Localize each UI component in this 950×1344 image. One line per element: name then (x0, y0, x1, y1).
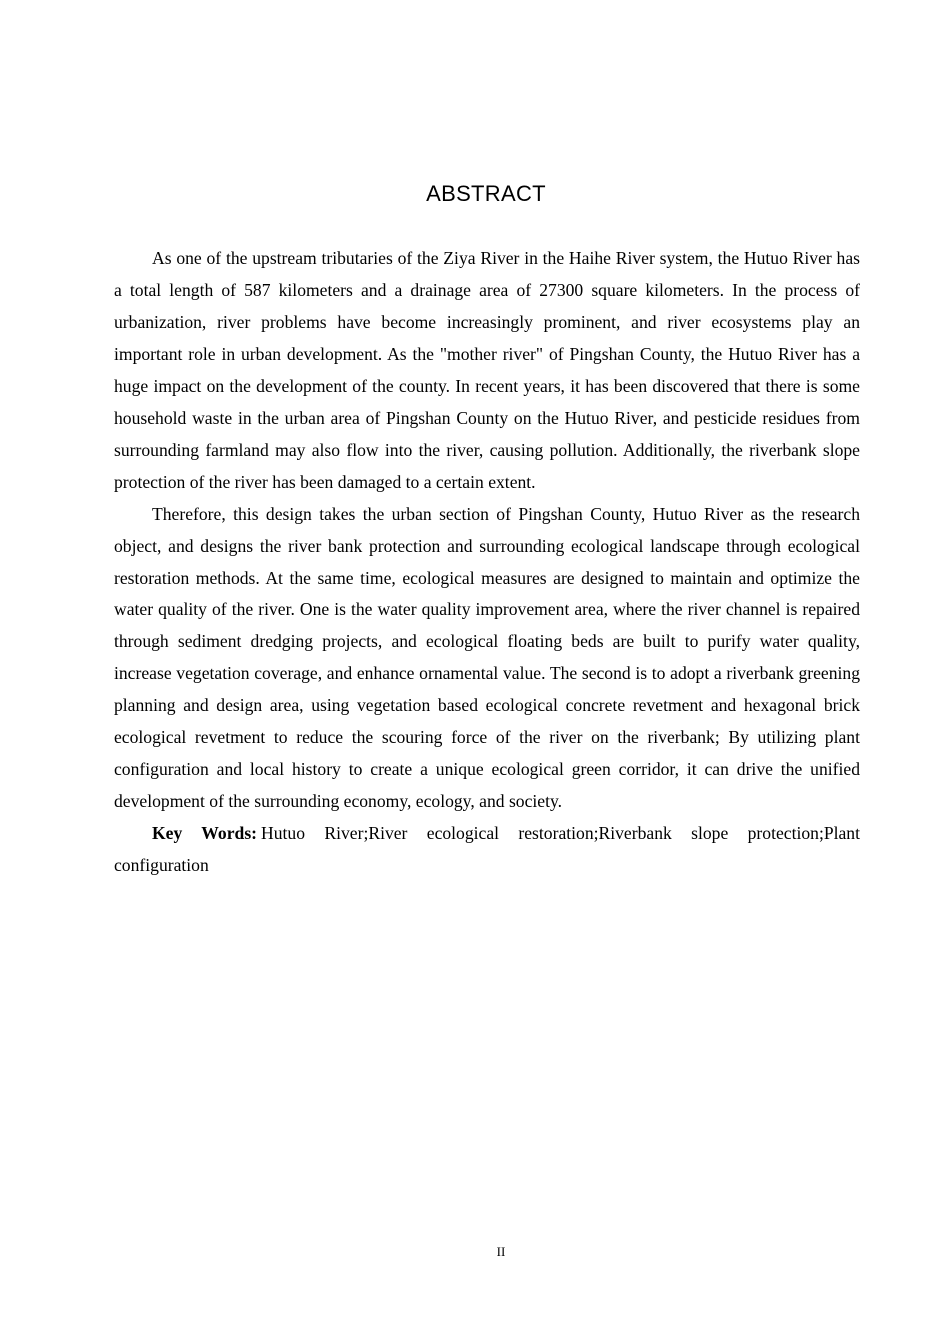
keywords-text: Hutuo River;River ecological restoration;Riverbank slope protection;Plant configuration (114, 823, 860, 876)
abstract-body (114, 243, 860, 882)
abstract-heading: ABSTRACT (426, 181, 546, 206)
abstract-paragraph-1: As one of the upstream tributaries of the Ziya River in the Haihe River system, the Hutuo River has a total length of 587 kilometers and a drainage area of 27300 square kilometers. In the process of urbanization, river problems have become increasingly prominent, and river ecosystems play an important role in urban development. As the "mother river" of Pingshan County, the Hutuo River has a huge impact on the development of the county. In recent years, it has been discovered that there is some household waste in the urban area of Pingshan County on the Hutuo River, and pesticide residues from surrounding farmland may also flow into the river, causing pollution. Additionally, the riverbank slope protection of the river has been damaged to a certain extent. (114, 248, 860, 492)
abstract-paragraph-2: Therefore, this design takes the urban section of Pingshan County, Hutuo River as the research object, and designs the river bank protection and surrounding ecological landscape through ecological restoration methods. At the same time, ecological measures are designed to maintain and optimize the water quality of the river. One is the water quality improvement area, where the river channel is repaired through sediment dredging projects, and ecological floating beds are built to purify water quality, increase vegetation coverage, and enhance ornamental value. The second is to adopt a riverbank greening planning and design area, using vegetation based ecological concrete revetment and hexagonal brick ecological revetment to reduce the scouring force of the river on the riverbank; By utilizing plant configuration and local history to create a unique ecological green corridor, it can drive the unified development of the surrounding economy, ecology, and society. (114, 503, 860, 812)
keywords-line (114, 818, 860, 882)
page-number: II (496, 1244, 506, 1259)
keywords-label: Key Words: (152, 823, 258, 844)
